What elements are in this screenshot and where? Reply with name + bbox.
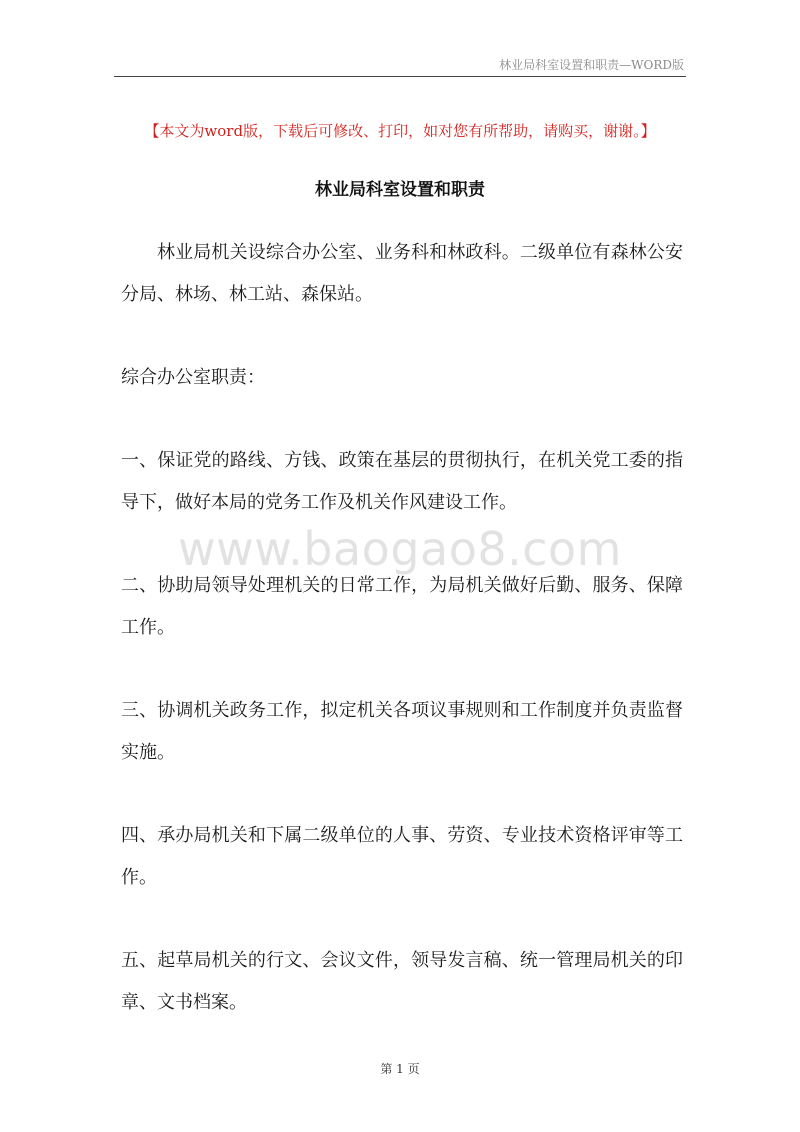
intro-paragraph: 林业局机关设综合办公室、业务科和林政科。二级单位有森林公安分局、林场、林工站、森保站。 [121, 242, 683, 305]
running-header: 林业局科室设置和职责—WORD版 [499, 58, 684, 72]
purchase-notice: 【本文为word版，下载后可修改、打印，如对您有所帮助，请购买，谢谢。】 [144, 122, 656, 140]
document-title: 林业局科室设置和职责 [315, 180, 485, 200]
duty-item-1: 一、保证党的路线、方钱、政策在基层的贯彻执行，在机关党工委的指导下，做好本局的党务工作及机关作风建设工作。 [121, 450, 683, 513]
duty-item-3: 三、协调机关政务工作，拟定机关各项议事规则和工作制度并负责监督实施。 [121, 700, 683, 763]
duty-item-5: 五、起草局机关的行文、会议文件，领导发言稿、统一管理局机关的印章、文书档案。 [121, 950, 683, 1013]
page-number: 第 1 页 [380, 1062, 420, 1076]
section-heading: 综合办公室职责： [121, 367, 265, 388]
watermark-text: www.baogao8.com [178, 522, 622, 576]
header-divider [114, 76, 686, 77]
duty-item-4: 四、承办局机关和下属二级单位的人事、劳资、专业技术资格评审等工作。 [121, 825, 683, 888]
duty-item-2: 二、协助局领导处理机关的日常工作，为局机关做好后勤、服务、保障工作。 [121, 575, 683, 638]
